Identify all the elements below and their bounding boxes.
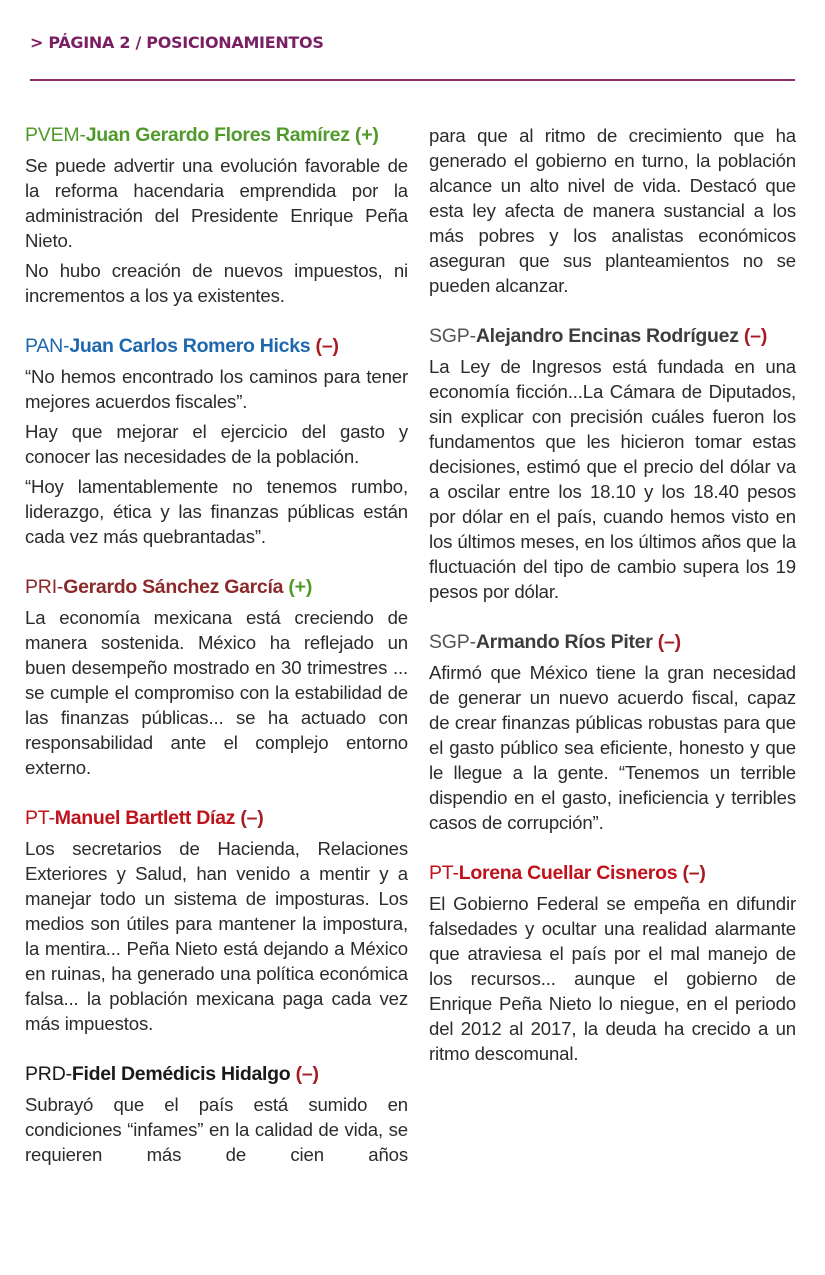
statement-heading [429, 324, 796, 349]
statement-heading [25, 575, 408, 600]
statement-heading [25, 334, 408, 359]
header-divider [30, 79, 795, 81]
speaker-name: Juan Carlos Romero Hicks [69, 335, 311, 357]
statement-heading [25, 123, 408, 148]
statement-paragraph: No hubo creación de nuevos impuestos, ni incrementos a los ya existentes. [25, 260, 408, 306]
stance-sign: (+) [288, 576, 313, 598]
stance-sign: (–) [295, 1063, 319, 1085]
statement-paragraph: “No hemos encontrado los caminos para tener mejores acuerdos fiscales”. [25, 366, 408, 412]
speaker-name: Lorena Cuellar Cisneros [458, 862, 678, 884]
statement-prd-demedicis [25, 1062, 408, 1167]
party-label: PAN- [25, 335, 70, 357]
party-label: PT- [429, 862, 459, 884]
statement-paragraph: “Hoy lamentablemente no tenemos rumbo, liderazgo, ética y las finanzas públicas están cada vez más quebrantadas”. [25, 476, 408, 547]
statement-pan-romero [25, 334, 408, 549]
statement-continuation [429, 123, 796, 298]
statement-paragraph: para que al ritmo de crecimiento que ha generado el gobierno en turno, la población alcance un alto nivel de vida. Destacó que esta ley afecta de manera sustancial a los más pobres y los analistas económicos aseguran que sus planteamientos no se pueden alcanzar. [429, 125, 796, 296]
party-label: PVEM- [25, 124, 86, 146]
speaker-name: Alejandro Encinas Rodríguez [475, 325, 739, 347]
stance-sign: (–) [315, 335, 339, 357]
statement-heading [429, 861, 796, 886]
section-header: > PÁGINA 2 / POSICIONAMIENTOS [30, 33, 324, 52]
statement-pt-cuellar [429, 861, 796, 1066]
party-label: PRD- [25, 1063, 72, 1085]
statement-paragraph: Los secretarios de Hacienda, Relaciones Exteriores y Salud, han venido a mentir y a manejar todo un sistema de imposturas. Los medios son útiles para mantener la impostura, la mentira... Peña Nieto está dejando a México en ruinas, ha generado una política económica falsa... la población mexicana paga cada vez más impuestos. [25, 838, 408, 1034]
statement-sgp-encinas [429, 324, 796, 604]
statement-paragraph: Afirmó que México tiene la gran necesidad de generar un nuevo acuerdo fiscal, capaz de crear finanzas públicas robustas para que el gasto público sea eficiente, honesto y que le llegue a la gente. “Tenemos un terrible dispendio en el gasto, ineficiencia y terribles casos de corrupción”. [429, 662, 796, 833]
stance-sign: (–) [682, 862, 706, 884]
stance-sign: (+) [354, 124, 379, 146]
speaker-name: Armando Ríos Piter [475, 631, 653, 653]
statement-heading [25, 806, 408, 831]
statement-heading [25, 1062, 408, 1087]
speaker-name: Juan Gerardo Flores Ramírez [85, 124, 350, 146]
party-label: SGP- [429, 325, 476, 347]
statement-pri-sanchez [25, 575, 408, 780]
party-label: SGP- [429, 631, 476, 653]
statement-paragraph: El Gobierno Federal se empeña en difundir falsedades y ocultar una realidad alarmante que atraviesa el país por el mal manejo de los recursos... aunque el gobierno de Enrique Peña Nieto lo niegue, en el periodo del 2012 al 2017, la deuda ha crecido a un ritmo descomunal. [429, 893, 796, 1064]
statement-paragraph: Subrayó que el país está sumido en condiciones “infames” en la calidad de vida, se requieren más de cien años [25, 1094, 408, 1165]
statement-pt-bartlett [25, 806, 408, 1036]
party-label: PRI- [25, 576, 64, 598]
speaker-name: Gerardo Sánchez García [63, 576, 284, 598]
speaker-name: Fidel Demédicis Hidalgo [71, 1063, 291, 1085]
right-column [429, 123, 796, 1086]
statement-sgp-rios [429, 630, 796, 835]
stance-sign: (–) [240, 807, 264, 829]
speaker-name: Manuel Bartlett Díaz [54, 807, 236, 829]
statement-paragraph: Se puede advertir una evolución favorable de la reforma hacendaria emprendida por la administración del Presidente Enrique Peña Nieto. [25, 155, 408, 251]
statement-pvem-flores [25, 123, 408, 308]
statement-paragraph: Hay que mejorar el ejercicio del gasto y conocer las necesidades de la población. [25, 421, 408, 467]
statement-paragraph: La Ley de Ingresos está fundada en una economía ficción...La Cámara de Diputados, sin explicar con precisión cuáles fueron los fundamentos que les hicieron tomar estas decisiones, estimó que el precio del dólar va a oscilar entre los 18.10 y los 18.40 pesos por dólar en el país, cuando hemos visto en los últimos meses, en los últimos años que la fluctuación del tipo de cambio supera los 19 pesos por dólar. [429, 356, 796, 602]
left-column [25, 123, 408, 1187]
stance-sign: (–) [743, 325, 768, 347]
stance-sign: (–) [657, 631, 681, 653]
party-label: PT- [25, 807, 55, 829]
statement-paragraph: La economía mexicana está creciendo de manera sostenida. México ha reflejado un buen desempeño mostrado en 30 trimestres ... se cumple el compromiso con la estabilidad de las finanzas públicas... se ha actuado con responsabilidad ante el complejo entorno externo. [25, 607, 408, 778]
statement-heading [429, 630, 796, 655]
